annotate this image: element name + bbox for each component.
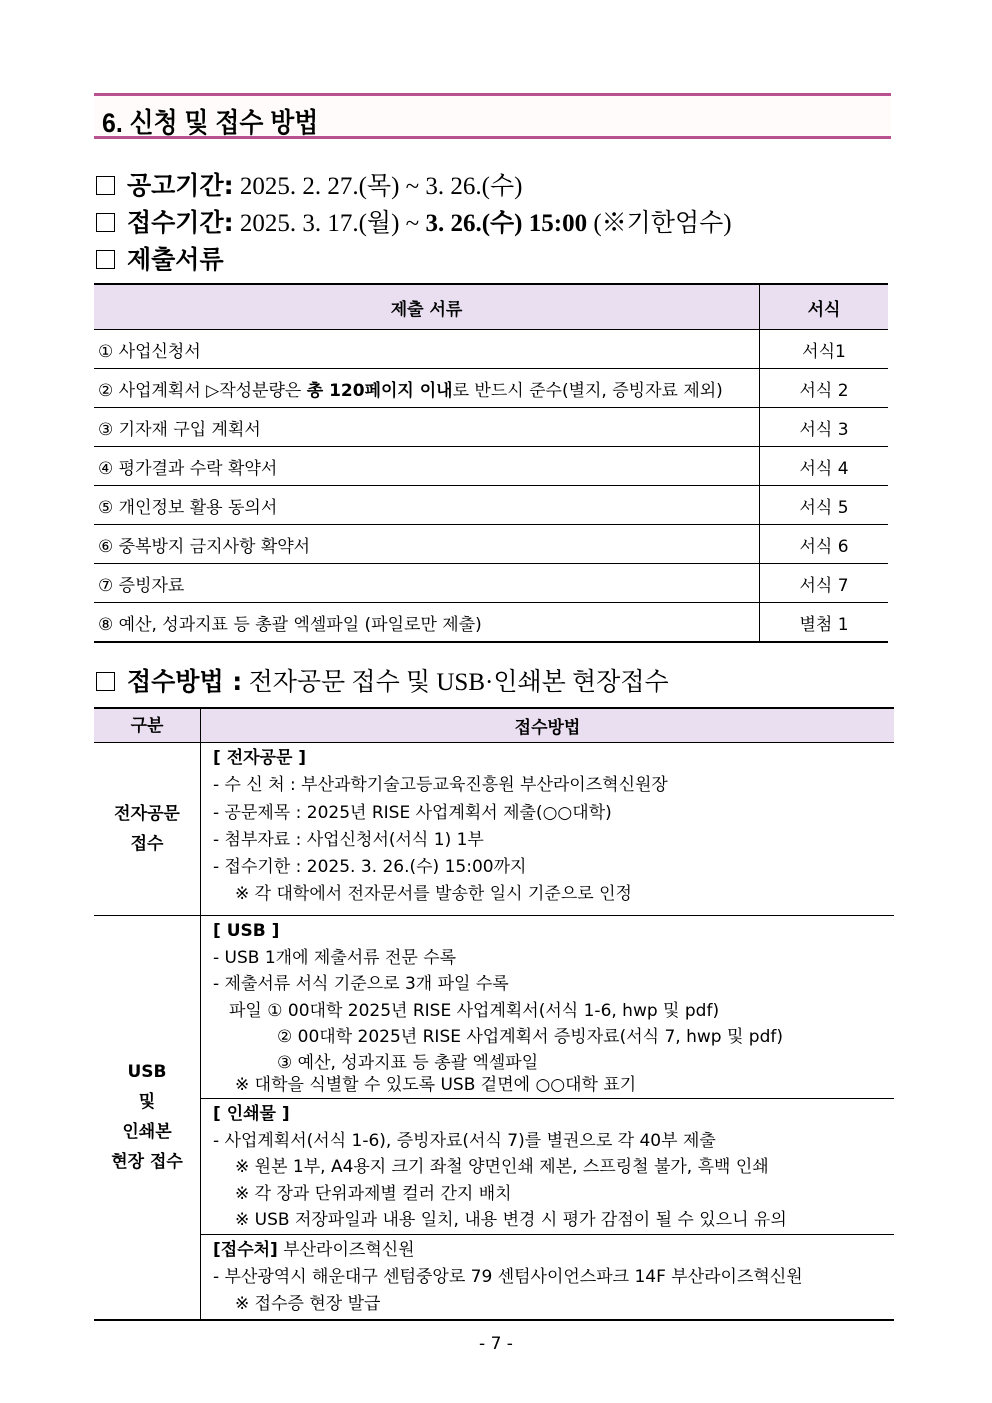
category-text: 및 (138, 1092, 156, 1113)
print-note: ※ USB 저장파일과 내용 일치, 내용 변경 시 평가 감점이 될 수 있으니 유의 (235, 1210, 787, 1230)
header-method: 접수방법 (201, 708, 895, 743)
table-row (94, 525, 888, 564)
print-note: ※ 원본 1부, A4용지 크기 좌철 양면인쇄 제본, 스프링철 불가, 흑백 인쇄 (235, 1157, 769, 1177)
electronic-note: ※ 각 대학에서 전자문서를 발송한 일시 기준으로 인정 (235, 884, 632, 905)
electronic-subheading: [ 전자공문 ] (213, 748, 307, 768)
receive-period-deadline: 3. 26.(수) 15:00 (425, 210, 588, 237)
submission-method-table (94, 707, 894, 1321)
announce-period-value: 2025. 2. 27.(목) ~ 3. 26.(수) (239, 173, 523, 200)
form-cell: 서식 4 (760, 447, 889, 486)
table-row-usb (94, 916, 894, 1099)
electronic-line: - 접수기한 : 2025. 3. 26.(수) 15:00까지 (213, 857, 527, 878)
category-text: USB (127, 1062, 167, 1083)
table-row (94, 330, 888, 369)
table-row-place (94, 1234, 894, 1320)
table-row (94, 408, 888, 447)
doc-text: 로 반드시 준수(별지, 증빙자료 제외) (452, 380, 723, 401)
page-number: - 7 - (479, 1334, 513, 1354)
form-cell: 서식 6 (760, 525, 889, 564)
table-header-row (94, 708, 894, 743)
usb-subheading: [ USB ] (213, 921, 280, 941)
method-value: 전자공문 접수 및 USB·인쇄본 현장접수 (248, 669, 669, 696)
doc-cell: ⑧ 예산, 성과지표 등 총괄 엑셀파일 (파일로만 제출) (94, 603, 760, 643)
print-subheading: [ 인쇄물 ] (213, 1104, 290, 1124)
form-cell: 서식 7 (760, 564, 889, 603)
form-cell: 서식1 (760, 330, 889, 369)
table-row (94, 486, 888, 525)
form-cell: 서식 5 (760, 486, 889, 525)
table-row-electronic (94, 743, 894, 916)
section-title: 6. 신청 및 접수 방법 (102, 108, 319, 138)
usb-file-item: 파일 ① 00대학 2025년 RISE 사업계획서(서식 1-6, hwp 및 pdf) (229, 1000, 720, 1021)
form-cell: 서식 2 (760, 369, 889, 408)
table-header-row (94, 284, 888, 330)
page-limit-emphasis: 총 120페이지 이내 (306, 380, 453, 401)
section-title-bar (94, 93, 891, 139)
usb-content (201, 916, 895, 1099)
usb-file-item: ③ 예산, 성과지표 등 총괄 엑셀파일 (277, 1052, 539, 1073)
doc-cell: ④ 평가결과 수락 확약서 (94, 447, 760, 486)
place-address: - 부산광역시 해운대구 센텀중앙로 79 센텀사이언스파크 14F 부산라이즈혁신원 (213, 1266, 803, 1287)
submission-docs-table (94, 283, 888, 643)
form-cell: 서식 3 (760, 408, 889, 447)
usb-note: ※ 대학을 식별할 수 있도록 USB 겉면에 ○○대학 표기 (235, 1074, 637, 1095)
place-name: 부산라이즈혁신원 (277, 1239, 415, 1260)
electronic-content (201, 743, 895, 916)
method-heading (96, 662, 669, 698)
form-cell: 별첨 1 (760, 603, 889, 643)
docs-heading-label: 제출서류 (127, 245, 224, 274)
category-text: 현장 접수 (111, 1152, 183, 1173)
doc-cell (94, 369, 760, 408)
usb-line: - 제출서류 서식 기준으로 3개 파일 수록 (213, 974, 509, 994)
print-line: - 사업계획서(서식 1-6), 증빙자료(서식 7)를 별권으로 각 40부 제출 (213, 1130, 716, 1151)
table-row (94, 369, 888, 408)
electronic-line: - 공문제목 : 2025년 RISE 사업계획서 제출(○○대학) (213, 802, 612, 823)
square-bullet-icon (96, 250, 115, 269)
place-heading (213, 1237, 894, 1264)
header-category: 구분 (94, 708, 201, 743)
print-note: ※ 각 장과 단위과제별 컬러 간지 배치 (235, 1183, 512, 1204)
usb-file-item: ② 00대학 2025년 RISE 사업계획서 증빙자료(서식 7, hwp 및 pdf) (277, 1027, 783, 1047)
doc-cell: ⑥ 중복방지 금지사항 확약서 (94, 525, 760, 564)
category-text: 인쇄본 (122, 1122, 172, 1143)
square-bullet-icon (96, 176, 115, 195)
doc-text: ② 사업계획서 ▷작성분량은 (98, 380, 307, 401)
doc-cell: ⑦ 증빙자료 (94, 564, 760, 603)
place-subheading: [접수처] (213, 1239, 278, 1260)
doc-cell: ③ 기자재 구입 계획서 (94, 408, 760, 447)
table-row (94, 564, 888, 603)
receive-period-label: 접수기간: (127, 208, 234, 237)
docs-heading (96, 240, 224, 276)
usb-line: - USB 1개에 제출서류 전문 수록 (213, 947, 457, 968)
electronic-line: - 첨부자료 : 사업신청서(서식 1) 1부 (213, 829, 484, 850)
announce-period (96, 166, 523, 202)
doc-cell: ① 사업신청서 (94, 330, 760, 369)
square-bullet-icon (96, 213, 115, 232)
place-content (201, 1234, 895, 1320)
method-label: 접수방법 : (127, 667, 243, 696)
category-electronic (94, 743, 201, 916)
table-row-print (94, 1099, 894, 1235)
square-bullet-icon (96, 672, 115, 691)
receive-period-note: (※기한엄수) (587, 210, 732, 237)
electronic-line: - 수 신 처 : 부산과학기술고등교육진흥원 부산라이즈혁신원장 (213, 775, 668, 796)
receive-period (96, 203, 732, 239)
announce-period-label: 공고기간: (127, 171, 234, 200)
doc-cell: ⑤ 개인정보 활용 동의서 (94, 486, 760, 525)
table-row (94, 447, 888, 486)
table-row (94, 603, 888, 643)
category-text: 접수 (130, 834, 164, 854)
header-doc: 제출 서류 (94, 284, 760, 330)
place-note: ※ 접수증 현장 발급 (235, 1293, 381, 1314)
header-form: 서식 (760, 284, 889, 330)
receive-period-start: 2025. 3. 17.(월) ~ (239, 210, 426, 237)
category-onsite (94, 916, 201, 1320)
print-content (201, 1099, 895, 1235)
category-text: 전자공문 (114, 804, 180, 824)
